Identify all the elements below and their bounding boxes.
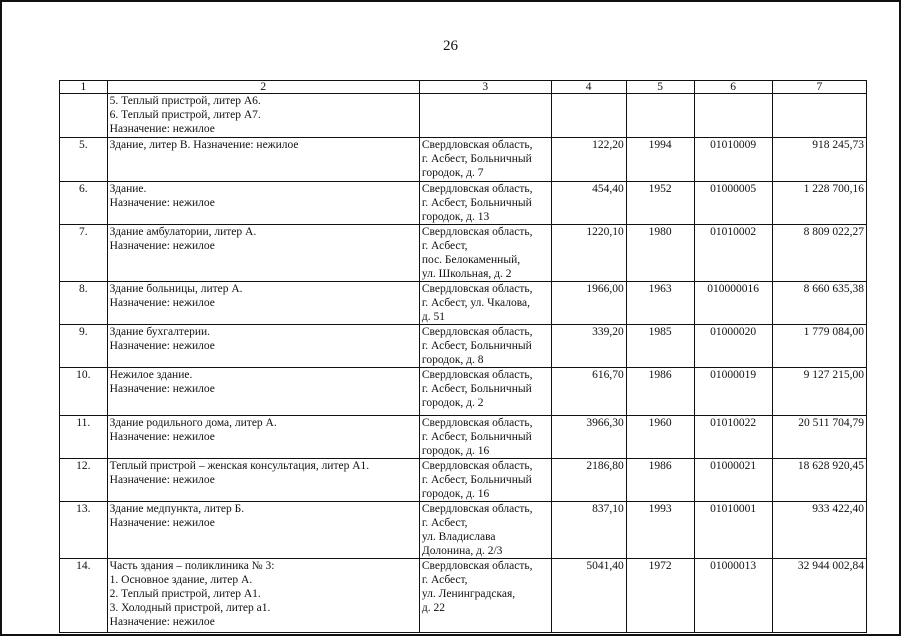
description-line: Назначение: нежилое <box>109 297 215 309</box>
description-line: Назначение: нежилое <box>109 474 215 486</box>
year-value: 1994 <box>626 138 694 182</box>
row-number: 12. <box>60 459 108 502</box>
description-line: Назначение: нежилое <box>109 431 215 443</box>
area-value: 1966,00 <box>551 282 626 325</box>
object-description <box>107 182 419 225</box>
description-line: Здание бухгалтерии. <box>109 326 210 338</box>
address-line: Свердловская область, <box>421 417 533 429</box>
address-line: г. Асбест, Больничный <box>421 153 532 165</box>
cost-value: 1 779 084,00 <box>772 325 866 368</box>
address-line: д. 51 <box>421 311 445 323</box>
description-line: Здание, литер В. Назначение: нежилое <box>109 139 299 151</box>
address-line: Свердловская область, <box>421 283 533 295</box>
address-line: городок, д. 7 <box>421 167 484 179</box>
object-address <box>419 282 551 325</box>
column-header: 1 <box>60 81 108 94</box>
address-line: городок, д. 2 <box>421 397 484 409</box>
row-number: 9. <box>60 325 108 368</box>
description-line: Здание амбулатории, литер А. <box>109 226 257 238</box>
area-value: 2186,80 <box>551 459 626 502</box>
object-description <box>107 94 419 138</box>
year-value: 1986 <box>626 459 694 502</box>
description-line: 2. Теплый пристрой, литер А1. <box>109 588 261 600</box>
address-line: ул. Владислава <box>421 531 496 543</box>
area-value: 837,10 <box>551 502 626 559</box>
description-line: Здание больницы, литер А. <box>109 283 243 295</box>
object-address <box>419 182 551 225</box>
object-description <box>107 368 419 416</box>
year-value: 1960 <box>626 416 694 459</box>
table-row <box>60 559 867 633</box>
inventory-number: 01010001 <box>694 502 772 559</box>
object-address <box>419 502 551 559</box>
inventory-number <box>694 94 772 138</box>
address-line: г. Асбест, Больничный <box>421 383 532 395</box>
column-header: 4 <box>551 81 626 94</box>
description-line: 1. Основное здание, литер А. <box>109 574 253 586</box>
cost-value: 933 422,40 <box>772 502 866 559</box>
address-line: городок, д. 16 <box>421 445 490 457</box>
address-line: г. Асбест, ул. Чкалова, <box>421 297 531 309</box>
inventory-number: 01010009 <box>694 138 772 182</box>
address-line: Свердловская область, <box>421 226 533 238</box>
inventory-number: 01000019 <box>694 368 772 416</box>
address-line: Свердловская область, <box>421 560 533 572</box>
description-line: Назначение: нежилое <box>109 240 215 252</box>
inventory-number: 01000005 <box>694 182 772 225</box>
description-line: Назначение: нежилое <box>109 517 215 529</box>
year-value: 1985 <box>626 325 694 368</box>
row-number: 14. <box>60 559 108 633</box>
table-row <box>60 325 867 368</box>
object-description <box>107 502 419 559</box>
object-address <box>419 416 551 459</box>
address-line: Свердловская область, <box>421 460 533 472</box>
description-line: Назначение: нежилое <box>109 123 215 135</box>
table-row <box>60 416 867 459</box>
description-line: Часть здания – поликлиника № 3: <box>109 560 275 572</box>
year-value: 1952 <box>626 182 694 225</box>
year-value: 1986 <box>626 368 694 416</box>
row-number: 10. <box>60 368 108 416</box>
description-line: Нежилое здание. <box>109 369 193 381</box>
column-header: 7 <box>772 81 866 94</box>
inventory-number: 01000020 <box>694 325 772 368</box>
table-row <box>60 94 867 138</box>
address-line: г. Асбест, <box>421 517 468 529</box>
address-line: ул. Школьная, д. 2 <box>421 268 512 280</box>
object-address <box>419 325 551 368</box>
address-line: г. Асбест, Больничный <box>421 340 532 352</box>
address-line: городок, д. 16 <box>421 488 490 500</box>
area-value: 454,40 <box>551 182 626 225</box>
description-line: Назначение: нежилое <box>109 340 215 352</box>
address-line: ул. Ленинградская, <box>421 588 516 600</box>
cost-value: 32 944 002,84 <box>772 559 866 633</box>
table-row <box>60 138 867 182</box>
address-line: г. Асбест, <box>421 574 468 586</box>
row-number: 8. <box>60 282 108 325</box>
address-line: д. 22 <box>421 602 445 614</box>
cost-value: 18 628 920,45 <box>772 459 866 502</box>
row-number: 6. <box>60 182 108 225</box>
address-line: г. Асбест, Больничный <box>421 431 532 443</box>
table-row <box>60 502 867 559</box>
address-line: Долонина, д. 2/3 <box>421 545 503 557</box>
object-description <box>107 325 419 368</box>
description-line: 6. Теплый пристрой, литер А7. <box>109 109 261 121</box>
area-value <box>551 94 626 138</box>
object-description <box>107 225 419 282</box>
description-line: Теплый пристрой – женская консультация, литер А1. <box>109 460 370 472</box>
description-line: Назначение: нежилое <box>109 197 215 209</box>
address-line: г. Асбест, Больничный <box>421 474 532 486</box>
row-number: 5. <box>60 138 108 182</box>
year-value <box>626 94 694 138</box>
inventory-number: 01000021 <box>694 459 772 502</box>
object-address <box>419 225 551 282</box>
table-body <box>60 94 867 633</box>
address-line: Свердловская область, <box>421 183 533 195</box>
address-line: Свердловская область, <box>421 326 533 338</box>
row-number: 7. <box>60 225 108 282</box>
area-value: 5041,40 <box>551 559 626 633</box>
object-description <box>107 282 419 325</box>
address-line: пос. Белокаменный, <box>421 254 521 266</box>
column-header: 3 <box>419 81 551 94</box>
cost-value: 918 245,73 <box>772 138 866 182</box>
table-row <box>60 459 867 502</box>
object-address <box>419 94 551 138</box>
property-register-table <box>59 80 867 633</box>
area-value: 616,70 <box>551 368 626 416</box>
page-number: 26 <box>443 38 458 54</box>
year-value: 1980 <box>626 225 694 282</box>
table-row <box>60 225 867 282</box>
object-description <box>107 459 419 502</box>
object-description <box>107 138 419 182</box>
table-row <box>60 182 867 225</box>
object-address <box>419 138 551 182</box>
cost-value: 8 809 022,27 <box>772 225 866 282</box>
row-number <box>60 94 108 138</box>
description-line: 5. Теплый пристрой, литер А6. <box>109 95 261 107</box>
table-header-row <box>60 81 867 94</box>
address-line: Свердловская область, <box>421 503 533 515</box>
cost-value: 9 127 215,00 <box>772 368 866 416</box>
object-address <box>419 459 551 502</box>
inventory-number: 01010022 <box>694 416 772 459</box>
description-line: Назначение: нежилое <box>109 616 215 628</box>
cost-value: 20 511 704,79 <box>772 416 866 459</box>
address-line: г. Асбест, <box>421 240 468 252</box>
description-line: Здание. <box>109 183 147 195</box>
cost-value: 8 660 635,38 <box>772 282 866 325</box>
object-description <box>107 559 419 633</box>
description-line: Назначение: нежилое <box>109 383 215 395</box>
year-value: 1972 <box>626 559 694 633</box>
object-address <box>419 368 551 416</box>
year-value: 1993 <box>626 502 694 559</box>
description-line: Здание медпункта, литер Б. <box>109 503 245 515</box>
row-number: 13. <box>60 502 108 559</box>
object-address <box>419 559 551 633</box>
cost-value <box>772 94 866 138</box>
address-line: г. Асбест, Больничный <box>421 197 532 209</box>
inventory-number: 01000013 <box>694 559 772 633</box>
address-line: городок, д. 8 <box>421 354 484 366</box>
row-number: 11. <box>60 416 108 459</box>
address-line: городок, д. 13 <box>421 211 490 223</box>
address-line: Свердловская область, <box>421 139 533 151</box>
area-value: 1220,10 <box>551 225 626 282</box>
inventory-number: 01010002 <box>694 225 772 282</box>
description-line: Здание родильного дома, литер А. <box>109 417 277 429</box>
area-value: 3966,30 <box>551 416 626 459</box>
table-row <box>60 368 867 416</box>
area-value: 122,20 <box>551 138 626 182</box>
inventory-number: 010000016 <box>694 282 772 325</box>
object-description <box>107 416 419 459</box>
column-header: 6 <box>694 81 772 94</box>
table-row <box>60 282 867 325</box>
address-line: Свердловская область, <box>421 369 533 381</box>
area-value: 339,20 <box>551 325 626 368</box>
cost-value: 1 228 700,16 <box>772 182 866 225</box>
description-line: 3. Холодный пристрой, литер а1. <box>109 602 271 614</box>
column-header: 5 <box>626 81 694 94</box>
column-header: 2 <box>107 81 419 94</box>
year-value: 1963 <box>626 282 694 325</box>
